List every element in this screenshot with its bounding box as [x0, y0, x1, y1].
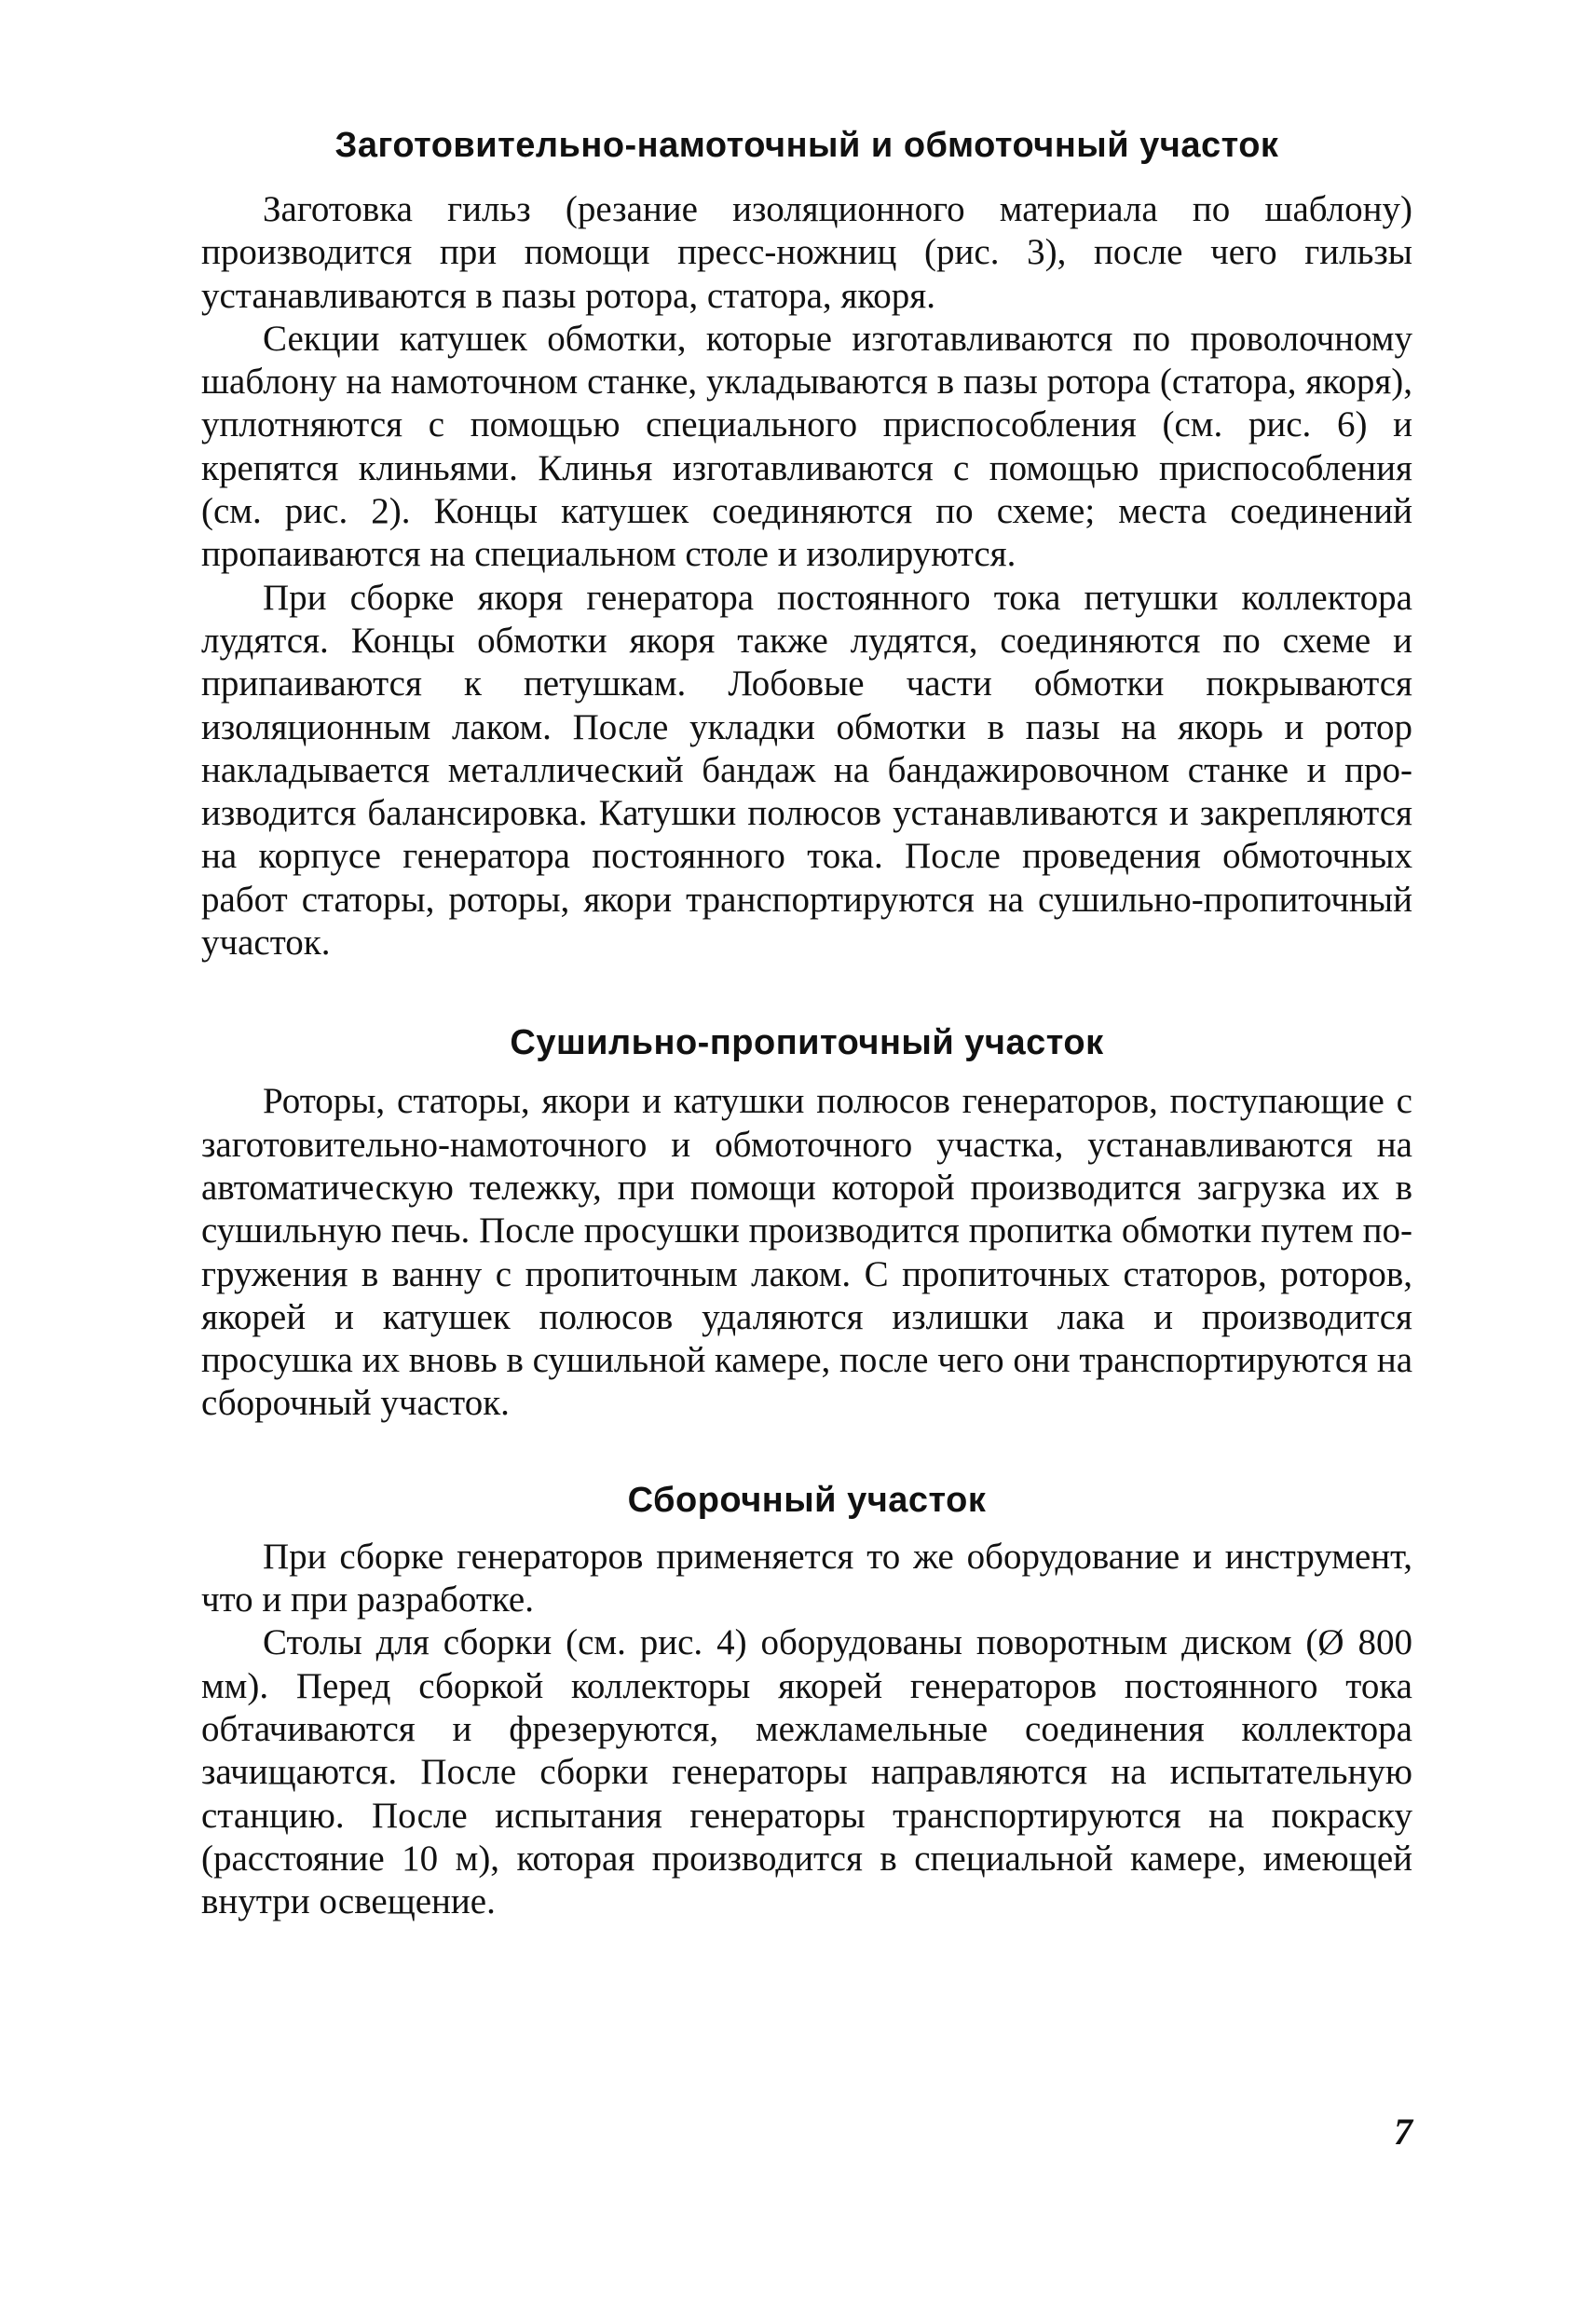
section-assembly-area — [201, 1478, 1412, 1924]
paragraph: При сборке якоря генератора постоянного тока петушки коллектора лудятся. Концы обмотки якоря также лудятся, соединяются по схеме и припаиваются к петушкам. Лобовые части обмотки покрываются изоляционным лаком. После укладки обмотки в пазы на якорь и ротор накладывается металлический бандаж на бандажировочном станке и производится балансировка. Катушки полюсов устанавливаются и закрепляются на корпусе генератора постоянного тока. После проведения обмоточных работ статоры, роторы, якори транспортируются на сушильно-пропиточный участок. — [201, 577, 1412, 964]
section-heading: Заготовительно-намоточный и обмоточный участок — [334, 126, 1279, 165]
page-body — [201, 123, 1412, 1923]
section-heading: Сушильно-пропиточный участок — [510, 1023, 1104, 1063]
page-number: 7 — [1394, 2111, 1412, 2153]
paragraph: Секции катушек обмотки, которые изготавливаются по проволочному шаблону на намоточном станке, укладываются в пазы ротора (статора, якоря), уплотняются с помощью специального приспособления (см. рис. 6) и крепятся клиньями. Клинья изготавливаются с помощью приспособления (см. рис. 2). Концы катушек соединяются по схеме; места соединений пропаиваются на специальном столе и изолируются. — [201, 318, 1412, 575]
paragraph: При сборке генераторов применяется то же оборудование и инструмент, что и при разработке. — [201, 1536, 1412, 1620]
section-winding-area — [201, 123, 1412, 964]
section-drying-impregnation-area — [201, 1020, 1412, 1425]
section-heading: Сборочный участок — [627, 1480, 987, 1520]
paragraph: Столы для сборки (см. рис. 4) оборудованы поворотным диском (Ø 800 мм). Перед сборкой коллекторы якорей генераторов постоянного тока обтачиваются и фрезеруются, межламельные соединения коллектора зачищаются. После сборки генераторы направляются на испытательную станцию. После испытания генераторы транспортируются на покраску (расстояние 10 м), которая производится в специальной камере, имеющей внутри освещение. — [201, 1622, 1412, 1922]
paragraph: Роторы, статоры, якори и катушки полюсов генераторов, поступающие с заготовительно-намоточного и обмоточного участка, устанавливаются на автоматическую тележку, при помощи которой производится загрузка их в сушильную печь. После просушки производится пропитка обмотки путем погружения в ванну с пропиточным лаком. С пропиточных статоров, роторов, якорей и катушек полюсов удаляются излишки лака и производится просушка их вновь в сушильной камере, после чего они транспортируются на сборочный участок. — [201, 1081, 1412, 1424]
paragraph: Заготовка гильз (резание изоляционного материала по шаблону) производится при помощи пресс-ножниц (рис. 3), после чего гильзы устанавливаются в пазы ротора, статора, якоря. — [201, 189, 1412, 316]
